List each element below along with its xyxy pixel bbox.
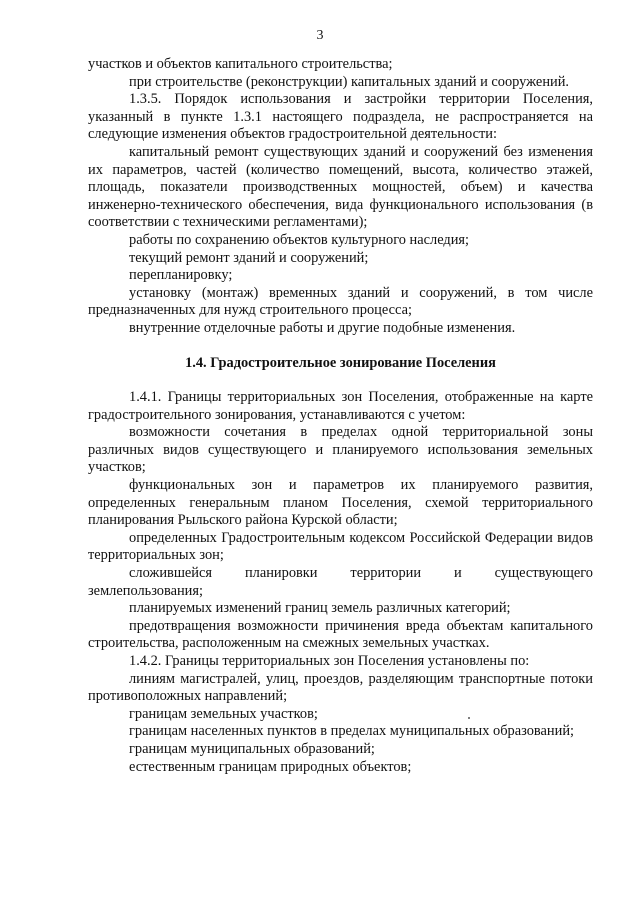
paragraph: возможности сочетания в пределах одной территориальной зоны различных видов существующего и планируемого использования земельных участков; xyxy=(88,424,593,476)
paragraph: установку (монтаж) временных зданий и сооружений, в том числе предназначенных для нужд строительного процесса; xyxy=(88,284,593,319)
paragraph: предотвращения возможности причинения вреда объектам капитального строительства, расположенным на смежных земельных участках. xyxy=(88,617,593,652)
paragraph: текущий ремонт зданий и сооружений; xyxy=(129,249,369,266)
page-number: 3 xyxy=(316,28,324,43)
paragraph: внутренние отделочные работы и другие подобные изменения. xyxy=(129,319,516,336)
paragraph: перепланировку; xyxy=(129,267,233,284)
scan-speck xyxy=(468,717,470,719)
paragraph: сложившейся планировки территории и существующего землепользования; xyxy=(88,565,593,599)
paragraph: границам муниципальных образований; xyxy=(129,740,375,757)
paragraph: планируемых изменений границ земель различных категорий; xyxy=(129,600,511,617)
paragraph: работы по сохранению объектов культурного наследия; xyxy=(129,231,470,248)
paragraph: капитальный ремонт существующих зданий и сооружений без изменения их параметров, частей (количество помещений, высота, количество этажей, площадь, показатели производственных мощностей, объем) и качества инженерно-технического обеспечения, вида функционального использования (в соответствии с техническими регламентами); xyxy=(88,143,593,231)
paragraph: при строительстве (реконструкции) капитальных зданий и сооружений. xyxy=(129,73,570,90)
paragraph: естественным границам природных объектов; xyxy=(129,758,412,775)
paragraph: 1.4.1. Границы территориальных зон Поселения, отображенные на карте градостроительного зонирования, устанавливаются с учетом: xyxy=(88,389,593,423)
paragraph: границам населенных пунктов в пределах муниципальных образований; xyxy=(129,723,575,740)
paragraph: определенных Градостроительным кодексом Российской Федерации видов территориальных зон; xyxy=(88,529,593,564)
page-body xyxy=(88,56,593,776)
paragraph: линиям магистралей, улиц, проездов, разделяющим транспортные потоки противоположных направлений; xyxy=(88,670,593,705)
paragraph: границам земельных участков; xyxy=(129,705,318,722)
paragraph: 1.4.2. Границы территориальных зон Поселения установлены по: xyxy=(129,653,530,669)
paragraph: функциональных зон и параметров их планируемого развития, определенных генеральным планом Поселения, схемой территориального планирования Рыльского района Курской области; xyxy=(88,477,593,529)
paragraph: участков и объектов капитального строительства; xyxy=(88,56,393,72)
section-heading: 1.4. Градостроительное зонирование Поселения xyxy=(185,354,496,371)
paragraph: 1.3.5. Порядок использования и застройки территории Поселения, указанный в пункте 1.3.1 настоящего подраздела, не распространяется на следующие изменения объектов градостроительной деятельности: xyxy=(88,91,593,143)
